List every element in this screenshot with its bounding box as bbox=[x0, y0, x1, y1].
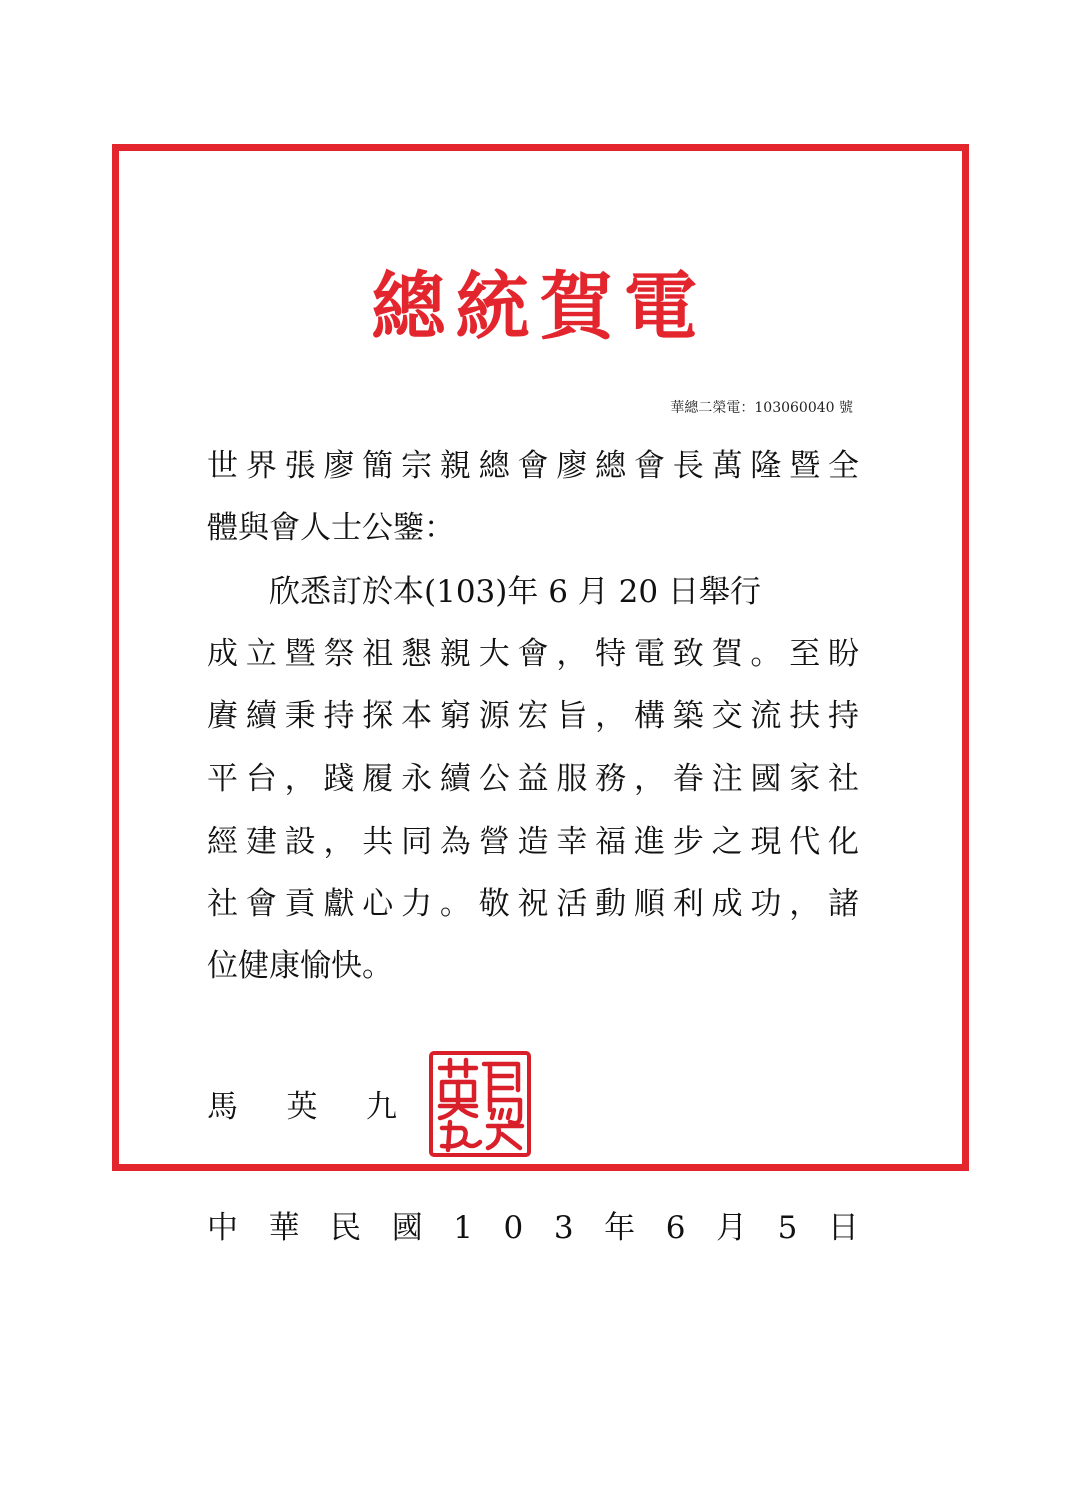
official-seal-icon bbox=[428, 1050, 532, 1158]
body-char: 持 bbox=[323, 698, 355, 734]
body-char: 隆 bbox=[750, 448, 782, 484]
body-char: 宗 bbox=[401, 448, 433, 484]
body-char: 務 bbox=[595, 761, 627, 797]
body-char: 續 bbox=[245, 698, 277, 734]
body-char: 同 bbox=[401, 824, 433, 860]
date-char: 5 bbox=[777, 1210, 798, 1246]
body-char: 益 bbox=[517, 761, 549, 797]
body-char: 國 bbox=[750, 761, 782, 797]
body-char: 親 bbox=[439, 448, 471, 484]
body-char: ， bbox=[323, 824, 355, 860]
body-char: 幸 bbox=[556, 824, 588, 860]
body-char: 旨 bbox=[556, 698, 588, 734]
body-char: 暨 bbox=[789, 448, 821, 484]
date-char: 民 bbox=[330, 1210, 362, 1246]
body-char: 探 bbox=[362, 698, 394, 734]
body-char: 暨 bbox=[284, 636, 316, 672]
body-char: 簡 bbox=[362, 448, 394, 484]
body-char: 懇 bbox=[401, 636, 433, 672]
document-title: 總統賀電 bbox=[371, 264, 708, 350]
date-char: 6 bbox=[665, 1210, 686, 1246]
body-char: 社 bbox=[828, 761, 859, 797]
body-line: 位健康愉快。 bbox=[207, 948, 393, 984]
body-char: ， bbox=[284, 761, 316, 797]
signer-name bbox=[207, 1087, 397, 1127]
body-char: 心 bbox=[362, 886, 394, 922]
body-char: 順 bbox=[633, 886, 665, 922]
body-line bbox=[207, 634, 859, 674]
body-char: ， bbox=[556, 636, 588, 672]
body-char: 本 bbox=[401, 698, 433, 734]
body-char: 服 bbox=[556, 761, 588, 797]
body-char: 立 bbox=[245, 636, 277, 672]
body-char: 進 bbox=[633, 824, 665, 860]
body-char: 交 bbox=[711, 698, 743, 734]
date-char: 中 bbox=[207, 1210, 238, 1246]
body-char: 營 bbox=[478, 824, 510, 860]
date-line bbox=[207, 1208, 859, 1248]
body-char: 賀 bbox=[711, 636, 743, 672]
body-char: 致 bbox=[672, 636, 704, 672]
body-line bbox=[207, 884, 859, 924]
body-char: 共 bbox=[362, 824, 394, 860]
body-char: 敬 bbox=[478, 886, 510, 922]
body-line bbox=[207, 696, 859, 736]
body-char: 會 bbox=[517, 448, 549, 484]
body-char: 為 bbox=[439, 824, 471, 860]
body-char: 成 bbox=[207, 636, 238, 672]
body-char: ， bbox=[633, 761, 665, 797]
body-char: 利 bbox=[672, 886, 704, 922]
body-char: 福 bbox=[595, 824, 627, 860]
body-char: 扶 bbox=[789, 698, 821, 734]
date-char: 年 bbox=[604, 1210, 636, 1246]
body-char: 社 bbox=[207, 886, 238, 922]
body-char: 電 bbox=[633, 636, 665, 672]
body-char: 注 bbox=[711, 761, 743, 797]
body-char: 家 bbox=[789, 761, 821, 797]
body-char: 祖 bbox=[362, 636, 394, 672]
body-char: 特 bbox=[595, 636, 627, 672]
body-char: 動 bbox=[595, 886, 627, 922]
body-char: 經 bbox=[207, 824, 238, 860]
body-char: 。 bbox=[750, 636, 782, 672]
body-char: 建 bbox=[245, 824, 277, 860]
body-char: 台 bbox=[245, 761, 277, 797]
body-char: 永 bbox=[401, 761, 433, 797]
body-char: 活 bbox=[556, 886, 588, 922]
body-line bbox=[207, 822, 859, 862]
body-char: 流 bbox=[750, 698, 782, 734]
body-char: 。 bbox=[439, 886, 471, 922]
body-char: 宏 bbox=[517, 698, 549, 734]
body-char: 公 bbox=[478, 761, 510, 797]
date-char: 3 bbox=[553, 1210, 574, 1246]
body-char: 設 bbox=[284, 824, 316, 860]
body-char: 祝 bbox=[517, 886, 549, 922]
body-char: 總 bbox=[595, 448, 627, 484]
body-char: 力 bbox=[401, 886, 433, 922]
body-line bbox=[207, 759, 859, 799]
body-char: 長 bbox=[672, 448, 704, 484]
body-char: 盼 bbox=[828, 636, 859, 672]
body-char: 張 bbox=[284, 448, 316, 484]
date-char: 日 bbox=[827, 1210, 859, 1246]
body-char: 賡 bbox=[207, 698, 238, 734]
body-char: 構 bbox=[633, 698, 665, 734]
body-char: 世 bbox=[207, 448, 238, 484]
date-char: 華 bbox=[268, 1210, 300, 1246]
body-char: ， bbox=[595, 698, 627, 734]
body-char: 會 bbox=[633, 448, 665, 484]
body-char: 踐 bbox=[323, 761, 355, 797]
body-char: 貢 bbox=[284, 886, 316, 922]
body-char: 成 bbox=[711, 886, 743, 922]
date-char: 月 bbox=[716, 1210, 747, 1246]
body-char: 至 bbox=[789, 636, 821, 672]
body-char: 續 bbox=[439, 761, 471, 797]
body-char: 步 bbox=[672, 824, 704, 860]
body-char: 總 bbox=[478, 448, 510, 484]
signer-char: 馬 bbox=[207, 1089, 238, 1125]
body-char: 源 bbox=[478, 698, 510, 734]
body-line: 體與會人士公鑒： bbox=[207, 510, 455, 546]
body-char: 築 bbox=[672, 698, 704, 734]
body-line: 欣悉訂於本(103)年 6 月 20 日舉行 bbox=[207, 574, 761, 610]
body-char: 全 bbox=[828, 448, 859, 484]
body-char: 代 bbox=[789, 824, 821, 860]
body-char: 會 bbox=[517, 636, 549, 672]
body-char: 眷 bbox=[672, 761, 704, 797]
body-char: 持 bbox=[828, 698, 859, 734]
body-char: 大 bbox=[478, 636, 510, 672]
document-number: 華總二榮電：103060040 號 bbox=[670, 400, 853, 416]
body-char: 廖 bbox=[556, 448, 588, 484]
body-char: 之 bbox=[711, 824, 743, 860]
body-line bbox=[207, 446, 859, 486]
body-char: 現 bbox=[750, 824, 782, 860]
date-char: 1 bbox=[453, 1210, 473, 1246]
date-char: 國 bbox=[391, 1210, 423, 1246]
body-char: 廖 bbox=[323, 448, 355, 484]
body-char: 會 bbox=[245, 886, 277, 922]
body-char: 界 bbox=[245, 448, 277, 484]
body-char: 履 bbox=[362, 761, 394, 797]
body-char: 秉 bbox=[284, 698, 316, 734]
body-char: 功 bbox=[750, 886, 782, 922]
body-char: 諸 bbox=[828, 886, 859, 922]
body-char: 窮 bbox=[439, 698, 471, 734]
body-char: 化 bbox=[828, 824, 859, 860]
body-char: 親 bbox=[439, 636, 471, 672]
body-char: 獻 bbox=[323, 886, 355, 922]
body-char: 萬 bbox=[711, 448, 743, 484]
body-char: 平 bbox=[207, 761, 238, 797]
signer-char: 九 bbox=[366, 1089, 397, 1125]
signer-char: 英 bbox=[286, 1089, 318, 1125]
body-char: 造 bbox=[517, 824, 549, 860]
date-char: 0 bbox=[503, 1210, 524, 1246]
body-char: 祭 bbox=[323, 636, 355, 672]
body-char: ， bbox=[789, 886, 821, 922]
